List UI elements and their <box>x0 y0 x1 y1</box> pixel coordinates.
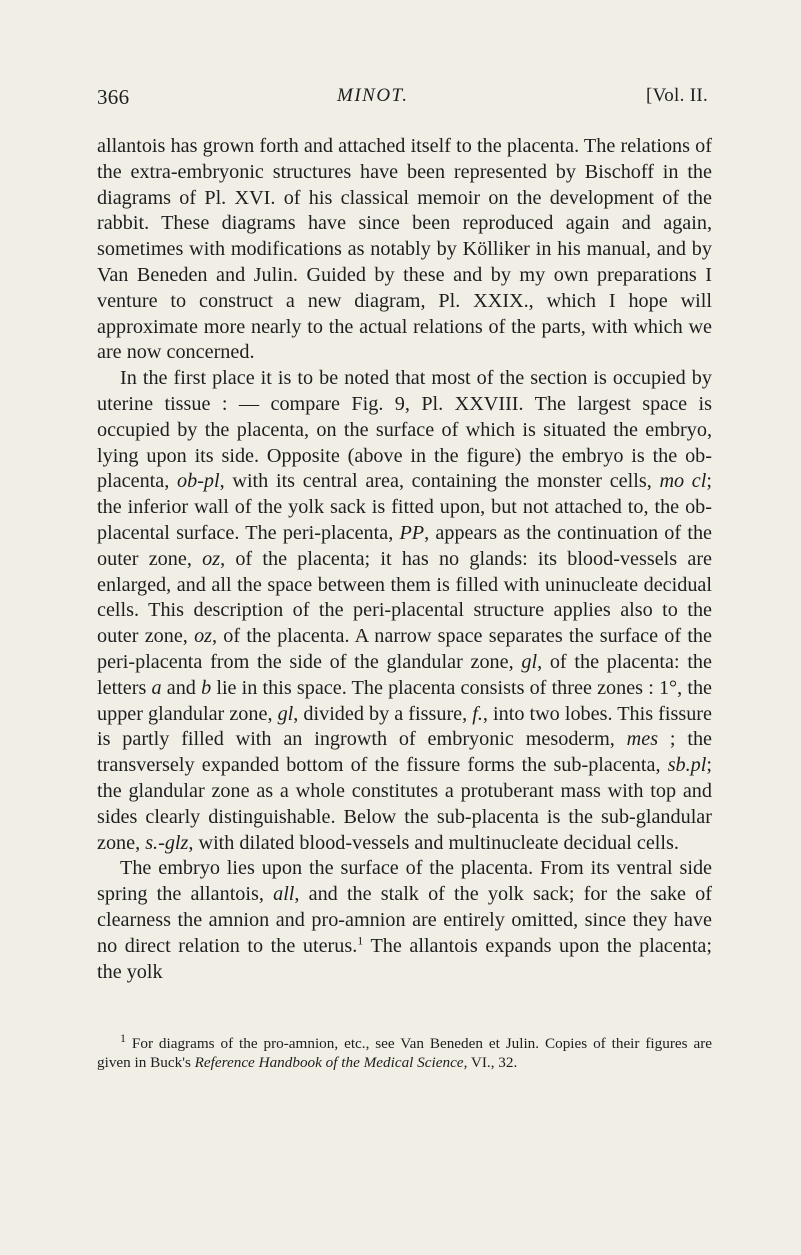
text-run: The allantois expands upon the placenta; the yolk <box>97 934 712 983</box>
text-run: , VI., 32. <box>463 1054 518 1071</box>
page-number: 366 <box>97 85 130 109</box>
text-run: , appears as the continuation of the outer zone, <box>97 521 712 570</box>
text-run: , into two lobes. This fissure is partly filled with an ingrowth of embryonic mesoderm, <box>97 702 712 751</box>
italic-label: ob-pl <box>177 470 220 493</box>
italic-label: oz <box>194 625 213 648</box>
text-run: , of the placenta: the letters <box>97 650 712 699</box>
footnote-mark: 1 <box>120 1030 126 1045</box>
text-run: , with its central area, containing the monster cells, <box>219 470 660 493</box>
text-run: , of the placenta. A narrow space separates the surface of the peri-placenta from the side of the glandular zone, <box>97 625 712 673</box>
footnote <box>97 1030 712 1072</box>
italic-label: Reference Handbook of the Medical Science <box>194 1054 464 1071</box>
text-run: ; the glandular zone as a whole constitutes a protuberant mass with top and sides clearly distinguishable. Below the sub-placenta is the sub-glandular zone, <box>97 754 712 854</box>
italic-label: sb.pl <box>667 754 707 777</box>
italic-label: gl <box>521 650 538 673</box>
text-run: ; the transversely expanded bottom of the fissure forms the sub-placenta, <box>97 728 712 777</box>
italic-label: PP <box>399 521 425 544</box>
paragraph <box>97 134 712 366</box>
paragraph <box>97 366 712 856</box>
text-run: The embryo lies upon the surface of the placenta. From its ventral side spring the allantois, <box>97 857 712 906</box>
running-title: MINOT. <box>337 85 409 106</box>
volume-label: [Vol. II. <box>646 85 708 106</box>
italic-label: s.-glz <box>145 831 189 854</box>
text-run: , of the placenta; it has no glands: its blood-vessels are enlarged, and all the space between them is filled with uninucleate decidual cells. This description of the peri-placental structure applies also to the outer zone, <box>97 547 713 648</box>
italic-label: mo cl <box>659 470 707 493</box>
text-run: , divided by a fissure, <box>293 702 473 725</box>
text-run: , with dilated blood-vessels and multinucleate decidual cells. <box>188 831 679 854</box>
paragraph <box>97 856 712 985</box>
italic-label: a <box>151 676 162 699</box>
italic-label: b <box>201 676 212 699</box>
italic-label: all <box>273 883 295 906</box>
text-run: In the first place it is to be noted that most of the section is occupied by uterine tissue : — compare Fig. 9, Pl. XXVIII. The largest space is occupied by the placenta, on the surface of which is situated the embryo, lying upon its side. Opposite (above in the figure) the embryo is the ob-placenta, <box>97 367 712 493</box>
text-run: ; the inferior wall of the yolk sack is fitted upon, but not attached to, the ob-placental surface. The peri-placenta, <box>97 470 712 544</box>
body-text <box>97 134 712 985</box>
text-run: allantois has grown forth and attached itself to the placenta. The relations of the extra-embryonic structures have been represented by Bischoff in the diagrams of Pl. XVI. of his classical memoir on the development of the rabbit. These diagrams have since been reproduced again and again, sometimes with modifications as notably by Kölliker in his manual, and by Van Beneden and Julin. Guided by these and by my own preparations I venture to construct a new diagram, Pl. XXIX., which I hope will approximate more nearly to the actual relations of the parts, with which we are now concerned. <box>97 135 712 364</box>
running-header <box>97 83 708 113</box>
italic-label: oz <box>202 547 221 570</box>
italic-label: f. <box>472 702 483 725</box>
text-run: , and the stalk of the yolk sack; for the sake of clearness the amnion and pro-amnion are entirely omitted, since they have no direct relation to the uterus. <box>97 883 712 957</box>
text-run: and <box>161 676 202 699</box>
text-run: For diagrams of the pro-amnion, etc., see Van Beneden et Julin. Copies of their figures are given in Buck's <box>97 1035 712 1071</box>
footnote-paragraph <box>97 1030 712 1072</box>
italic-label: mes <box>626 728 659 751</box>
footnote-mark: 1 <box>357 932 364 947</box>
italic-label: gl <box>277 702 294 725</box>
text-run: lie in this space. The placenta consists of three zones : 1°, the upper glandular zone, <box>97 676 713 725</box>
